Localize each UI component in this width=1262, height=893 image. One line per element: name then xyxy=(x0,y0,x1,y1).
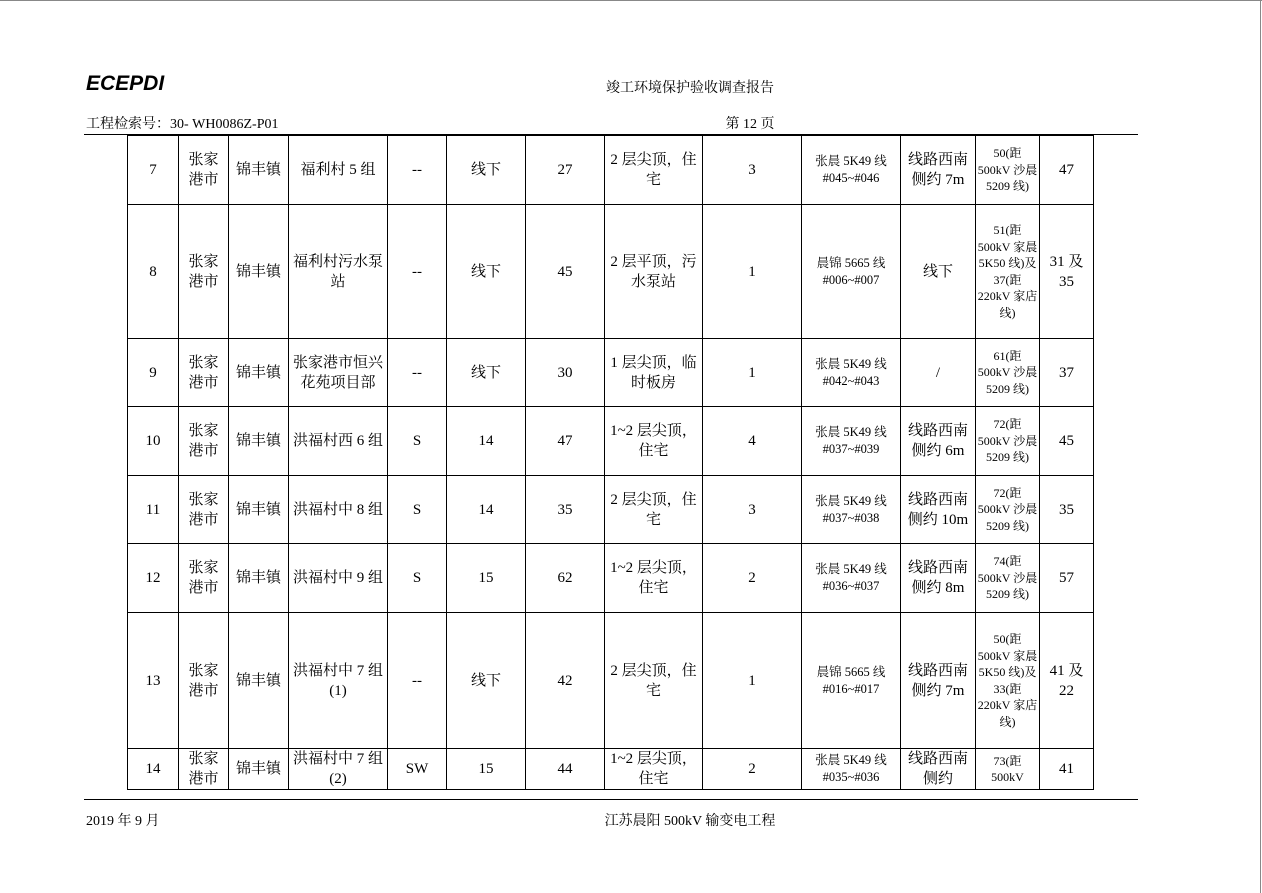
nearby-line-distance-cell: 61(距 500kV 沙晨 5209 线) xyxy=(976,339,1040,407)
line-segment-cell: 张晨 5K49 线 #045~#046 xyxy=(802,136,901,205)
table-row xyxy=(128,136,1094,205)
building-type-cell: 1~2 层尖顶，住宅 xyxy=(605,407,703,476)
row-number: 14 xyxy=(128,749,179,790)
table-row xyxy=(128,339,1094,407)
site-name-cell: 洪福村中 7 组(1) xyxy=(289,613,388,749)
position-cell: 线路西南侧约 7m xyxy=(901,613,976,749)
direction-cell: -- xyxy=(388,136,447,205)
city-cell: 张家港市 xyxy=(179,407,229,476)
line-segment-cell: 晨锦 5665 线 #016~#017 xyxy=(802,613,901,749)
nearby-line-distance-cell: 50(距 500kV 沙晨 5209 线) xyxy=(976,136,1040,205)
nearby-line-distance-cell: 72(距 500kV 沙晨 5209 线) xyxy=(976,407,1040,476)
city-cell: 张家港市 xyxy=(179,136,229,205)
crossing-cell: 15 xyxy=(447,749,526,790)
distance-cell: 30 xyxy=(526,339,605,407)
distance-cell: 45 xyxy=(526,205,605,339)
sensitive-sites-table xyxy=(127,135,1094,790)
document-title: 竣工环境保护验收调查报告 xyxy=(606,81,774,96)
nearby-line-distance-cell: 73(距 500kV xyxy=(976,749,1040,790)
town-cell: 锦丰镇 xyxy=(229,613,289,749)
distance-cell: 35 xyxy=(526,476,605,544)
table-row xyxy=(128,407,1094,476)
nearby-line-distance-cell: 74(距 500kV 沙晨 5209 线) xyxy=(976,544,1040,613)
result-value-cell: 31 及 35 xyxy=(1040,205,1094,339)
crossing-cell: 线下 xyxy=(447,136,526,205)
site-name-cell: 福利村 5 组 xyxy=(289,136,388,205)
building-type-cell: 1 层尖顶，临时板房 xyxy=(605,339,703,407)
household-count-cell: 1 xyxy=(703,613,802,749)
city-cell: 张家港市 xyxy=(179,205,229,339)
direction-cell: -- xyxy=(388,613,447,749)
row-number: 10 xyxy=(128,407,179,476)
report-date: 2019 年 9 月 xyxy=(86,814,160,829)
site-name-cell: 福利村污水泵站 xyxy=(289,205,388,339)
city-cell: 张家港市 xyxy=(179,544,229,613)
town-cell: 锦丰镇 xyxy=(229,749,289,790)
row-number: 8 xyxy=(128,205,179,339)
position-cell: 线路西南侧约 10m xyxy=(901,476,976,544)
result-value-cell: 37 xyxy=(1040,339,1094,407)
distance-cell: 62 xyxy=(526,544,605,613)
city-cell: 张家港市 xyxy=(179,613,229,749)
line-segment-cell: 晨锦 5665 线 #006~#007 xyxy=(802,205,901,339)
direction-cell: -- xyxy=(388,205,447,339)
result-value-cell: 57 xyxy=(1040,544,1094,613)
position-cell: 线路西南侧约 8m xyxy=(901,544,976,613)
table-row xyxy=(128,613,1094,749)
company-logo: ECEPDI xyxy=(86,72,165,95)
household-count-cell: 3 xyxy=(703,476,802,544)
direction-cell: S xyxy=(388,544,447,613)
crossing-cell: 线下 xyxy=(447,205,526,339)
site-name-cell: 洪福村中 7 组(2) xyxy=(289,749,388,790)
row-number: 11 xyxy=(128,476,179,544)
nearby-line-distance-cell: 72(距 500kV 沙晨 5209 线) xyxy=(976,476,1040,544)
result-value-cell: 45 xyxy=(1040,407,1094,476)
row-number: 13 xyxy=(128,613,179,749)
result-value-cell: 41 及 22 xyxy=(1040,613,1094,749)
site-name-cell: 洪福村西 6 组 xyxy=(289,407,388,476)
project-name: 江苏晨阳 500kV 输变电工程 xyxy=(604,814,776,829)
result-value-cell: 47 xyxy=(1040,136,1094,205)
town-cell: 锦丰镇 xyxy=(229,339,289,407)
position-cell: 线路西南侧约 6m xyxy=(901,407,976,476)
nearby-line-distance-cell: 51(距 500kV 家晨 5K50 线)及 37(距 220kV 家店线) xyxy=(976,205,1040,339)
building-type-cell: 1~2 层尖顶，住宅 xyxy=(605,544,703,613)
footer-rule xyxy=(84,799,1138,800)
town-cell: 锦丰镇 xyxy=(229,205,289,339)
table-row xyxy=(128,749,1094,790)
household-count-cell: 2 xyxy=(703,544,802,613)
project-index-number: 工程检索号：30- WH0086Z-P01 xyxy=(86,117,279,132)
table-row xyxy=(128,544,1094,613)
result-value-cell: 41 xyxy=(1040,749,1094,790)
distance-cell: 47 xyxy=(526,407,605,476)
line-segment-cell: 张晨 5K49 线 #035~#036 xyxy=(802,749,901,790)
position-cell: 线路西南侧约 7m xyxy=(901,136,976,205)
city-cell: 张家港市 xyxy=(179,749,229,790)
site-name-cell: 洪福村中 8 组 xyxy=(289,476,388,544)
distance-cell: 42 xyxy=(526,613,605,749)
site-name-cell: 洪福村中 9 组 xyxy=(289,544,388,613)
direction-cell: S xyxy=(388,476,447,544)
distance-cell: 44 xyxy=(526,749,605,790)
town-cell: 锦丰镇 xyxy=(229,136,289,205)
crossing-cell: 14 xyxy=(447,407,526,476)
building-type-cell: 2 层平顶，污水泵站 xyxy=(605,205,703,339)
table-row xyxy=(128,205,1094,339)
result-value-cell: 35 xyxy=(1040,476,1094,544)
page-number: 第 12 页 xyxy=(725,117,775,132)
town-cell: 锦丰镇 xyxy=(229,476,289,544)
town-cell: 锦丰镇 xyxy=(229,407,289,476)
line-segment-cell: 张晨 5K49 线 #042~#043 xyxy=(802,339,901,407)
crossing-cell: 15 xyxy=(447,544,526,613)
crossing-cell: 线下 xyxy=(447,613,526,749)
household-count-cell: 1 xyxy=(703,205,802,339)
building-type-cell: 2 层尖顶，住宅 xyxy=(605,476,703,544)
household-count-cell: 4 xyxy=(703,407,802,476)
position-cell: / xyxy=(901,339,976,407)
line-segment-cell: 张晨 5K49 线 #036~#037 xyxy=(802,544,901,613)
page-frame-right xyxy=(1260,0,1261,893)
crossing-cell: 14 xyxy=(447,476,526,544)
direction-cell: SW xyxy=(388,749,447,790)
building-type-cell: 2 层尖顶，住宅 xyxy=(605,136,703,205)
crossing-cell: 线下 xyxy=(447,339,526,407)
city-cell: 张家港市 xyxy=(179,476,229,544)
line-segment-cell: 张晨 5K49 线 #037~#038 xyxy=(802,476,901,544)
household-count-cell: 2 xyxy=(703,749,802,790)
town-cell: 锦丰镇 xyxy=(229,544,289,613)
building-type-cell: 2 层尖顶，住宅 xyxy=(605,613,703,749)
table-row xyxy=(128,476,1094,544)
distance-cell: 27 xyxy=(526,136,605,205)
row-number: 12 xyxy=(128,544,179,613)
row-number: 9 xyxy=(128,339,179,407)
city-cell: 张家港市 xyxy=(179,339,229,407)
site-name-cell: 张家港市恒兴花苑项目部 xyxy=(289,339,388,407)
position-cell: 线下 xyxy=(901,205,976,339)
page-frame-top xyxy=(0,0,1262,1)
position-cell: 线路西南侧约 xyxy=(901,749,976,790)
nearby-line-distance-cell: 50(距 500kV 家晨 5K50 线)及 33(距 220kV 家店线) xyxy=(976,613,1040,749)
household-count-cell: 1 xyxy=(703,339,802,407)
direction-cell: S xyxy=(388,407,447,476)
household-count-cell: 3 xyxy=(703,136,802,205)
line-segment-cell: 张晨 5K49 线 #037~#039 xyxy=(802,407,901,476)
row-number: 7 xyxy=(128,136,179,205)
building-type-cell: 1~2 层尖顶，住宅 xyxy=(605,749,703,790)
direction-cell: -- xyxy=(388,339,447,407)
